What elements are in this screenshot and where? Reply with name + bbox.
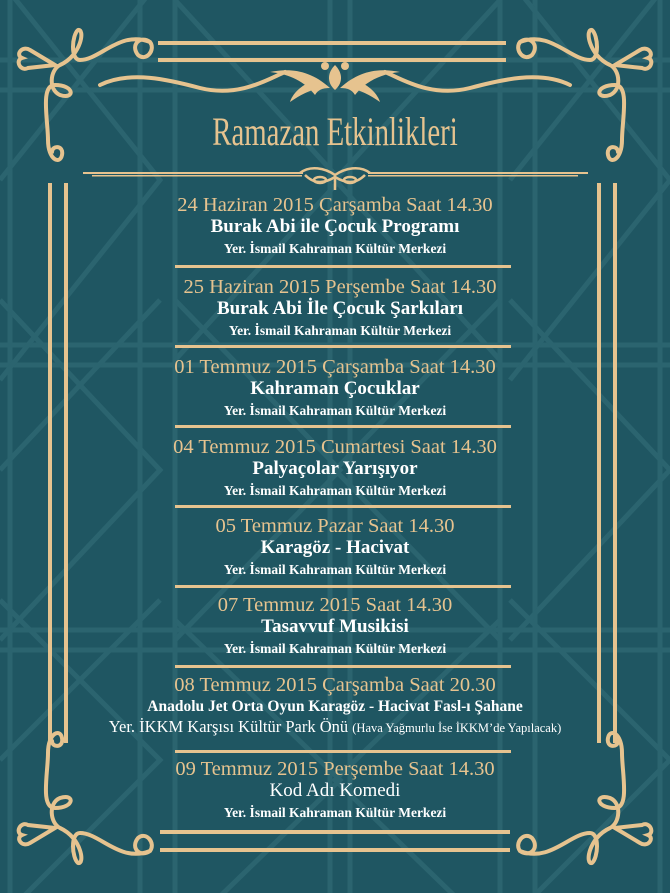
event-title: Tasavvuf Musikisi (261, 616, 409, 637)
event-date: 04 Temmuz 2015 Cumartesi Saat 14.30 (173, 436, 497, 458)
event-divider (175, 345, 511, 348)
event-venue (60, 718, 610, 737)
event-item (100, 194, 570, 258)
event-title: Kod Adı Komedi (269, 780, 401, 801)
title-underline-ornament-icon (300, 168, 370, 190)
event-title: Karagöz - Hacivat (260, 537, 410, 558)
event-item (100, 356, 570, 420)
left-border-line (64, 183, 68, 743)
left-border-line (48, 183, 52, 743)
event-title: Burak Abi ile Çocuk Programı (210, 216, 460, 237)
event-item (100, 436, 570, 500)
top-border-line (158, 41, 506, 45)
event-date: 07 Temmuz 2015 Saat 14.30 (217, 594, 453, 616)
bottom-border-line (160, 830, 510, 834)
event-item (105, 276, 575, 340)
event-divider (175, 425, 511, 428)
event-item (100, 594, 570, 658)
top-border-line (158, 58, 506, 62)
event-venue-name: Yer. İKKM Karşısı Kültür Park Önü (108, 717, 349, 736)
event-date: 09 Temmuz 2015 Perşembe Saat 14.30 (175, 758, 495, 780)
event-date: 24 Haziran 2015 Çarşamba Saat 14.30 (177, 194, 493, 216)
event-divider (175, 665, 511, 668)
event-item (100, 758, 570, 822)
event-venue: Yer. İsmail Kahraman Kültür Merkezi (223, 483, 447, 498)
event-divider (175, 265, 511, 268)
right-border-line (613, 183, 617, 743)
event-divider (175, 585, 511, 588)
crown-ornament-icon (270, 62, 400, 102)
event-date: 05 Temmuz Pazar Saat 14.30 (215, 515, 455, 537)
event-title: Burak Abi İle Çocuk Şarkıları (217, 298, 463, 319)
event-venue: Yer. İsmail Kahraman Kültür Merkezi (223, 241, 447, 256)
event-title: Kahraman Çocuklar (250, 378, 420, 399)
event-date: 01 Temmuz 2015 Çarşamba Saat 14.30 (174, 356, 496, 378)
event-title: Anadolu Jet Orta Oyun Karagöz - Hacivat Fasl-ı Şahane (147, 698, 523, 715)
bottom-border-line (160, 848, 510, 852)
event-divider (175, 505, 511, 508)
event-venue: Yer. İsmail Kahraman Kültür Merkezi (223, 805, 447, 820)
event-venue: Yer. İsmail Kahraman Kültür Merkezi (223, 403, 447, 418)
event-venue-note: (Hava Yağmurlu İse İKKM’de Yapılacak) (352, 721, 562, 735)
event-venue: Yer. İsmail Kahraman Kültür Merkezi (228, 323, 452, 338)
event-item (60, 674, 610, 737)
event-title: Palyaçolar Yarışıyor (252, 458, 418, 479)
event-date: 08 Temmuz 2015 Çarşamba Saat 20.30 (174, 674, 496, 696)
event-venue: Yer. İsmail Kahraman Kültür Merkezi (223, 641, 447, 656)
event-venue: Yer. İsmail Kahraman Kültür Merkezi (223, 562, 447, 577)
poster-title: Ramazan Etkinlikleri (212, 109, 458, 154)
event-date: 25 Haziran 2015 Perşembe Saat 14.30 (183, 276, 497, 298)
right-border-line (597, 183, 601, 743)
event-item (100, 515, 570, 579)
event-divider (175, 750, 511, 753)
